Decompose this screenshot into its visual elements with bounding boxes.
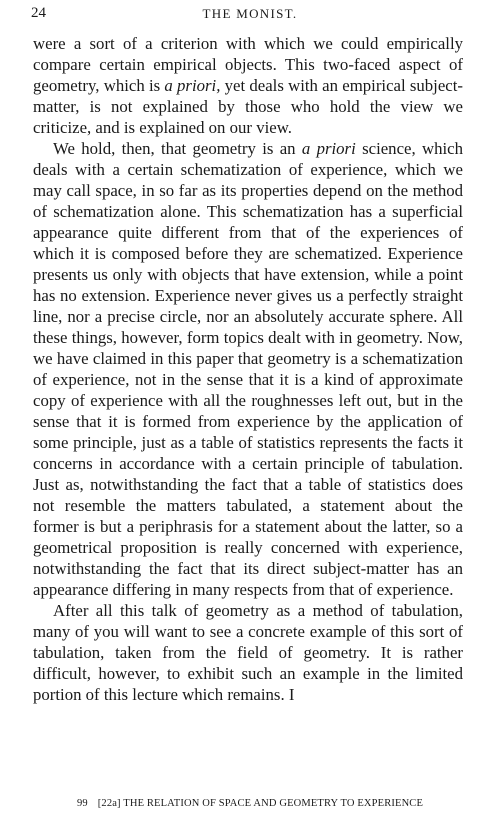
running-head: THE MONIST. (202, 6, 298, 21)
text-run: science, which deals with a certain schematization of experience, which we may call space, in so far as its properties depend on the method of schematization alone. This schematization has a superficial appearance quite different from that of the experiences of which it is composed before they are schematized. Experience presents us only with objects that have extension, while a point has no extension. Experience never gives us a perfectly straight line, nor a precise circle, nor an absolutely accurate sphere. All these things, however, form topics dealt with in geometry. Now, we have claimed in this paper that geometry is a schematization of experience, not in the sense that it is a kind of approximate copy of experience with all the roughnesses left out, but in the sense that it is formed from experience by the application of some principle, just as a table of statistics represents the facts it concerns in accordance with a certain principle of tabulation. Just as, notwithstanding the fact that a table of statistics does not resemble the matters tabulated, a statement about the former is but a periphrasis for a statement about the latter, so a geometrical proposition is really concerned with experience, notwithstanding the fact that its direct subject-matter has an appearance differing in many respects from that of experience. (33, 139, 463, 599)
text-run: We hold, then, that geometry is an (53, 139, 302, 158)
italic-text: a priori (301, 139, 356, 158)
footer-number: 99 (76, 798, 88, 809)
text-run: After all this talk of geometry as a method of tabulation, many of you will want to see a concrete example of this sort of tabulation, taken from the field of geometry. It is rather difficult, however, to exhibit such an example in the limited portion of this lecture which remains. I (33, 601, 463, 704)
paragraph (33, 600, 463, 705)
footer (0, 798, 500, 809)
text-run: were a sort of a criterion with which we could empirically compare certain empirical objects. This two-faced aspect of geometry, which is (33, 34, 463, 95)
footer-title: [22a] THE RELATION OF SPACE AND GEOMETRY TO EXPERIENCE (97, 798, 424, 809)
italic-text: a priori, (164, 76, 221, 95)
body-text (33, 33, 463, 705)
paragraph (33, 33, 463, 138)
paragraph (33, 138, 463, 600)
page-number: 24 (31, 5, 46, 21)
text-run: yet deals with an empirical subject-matter, is not explained by those who hold the view we criticize, and is explained on our view. (33, 76, 463, 137)
